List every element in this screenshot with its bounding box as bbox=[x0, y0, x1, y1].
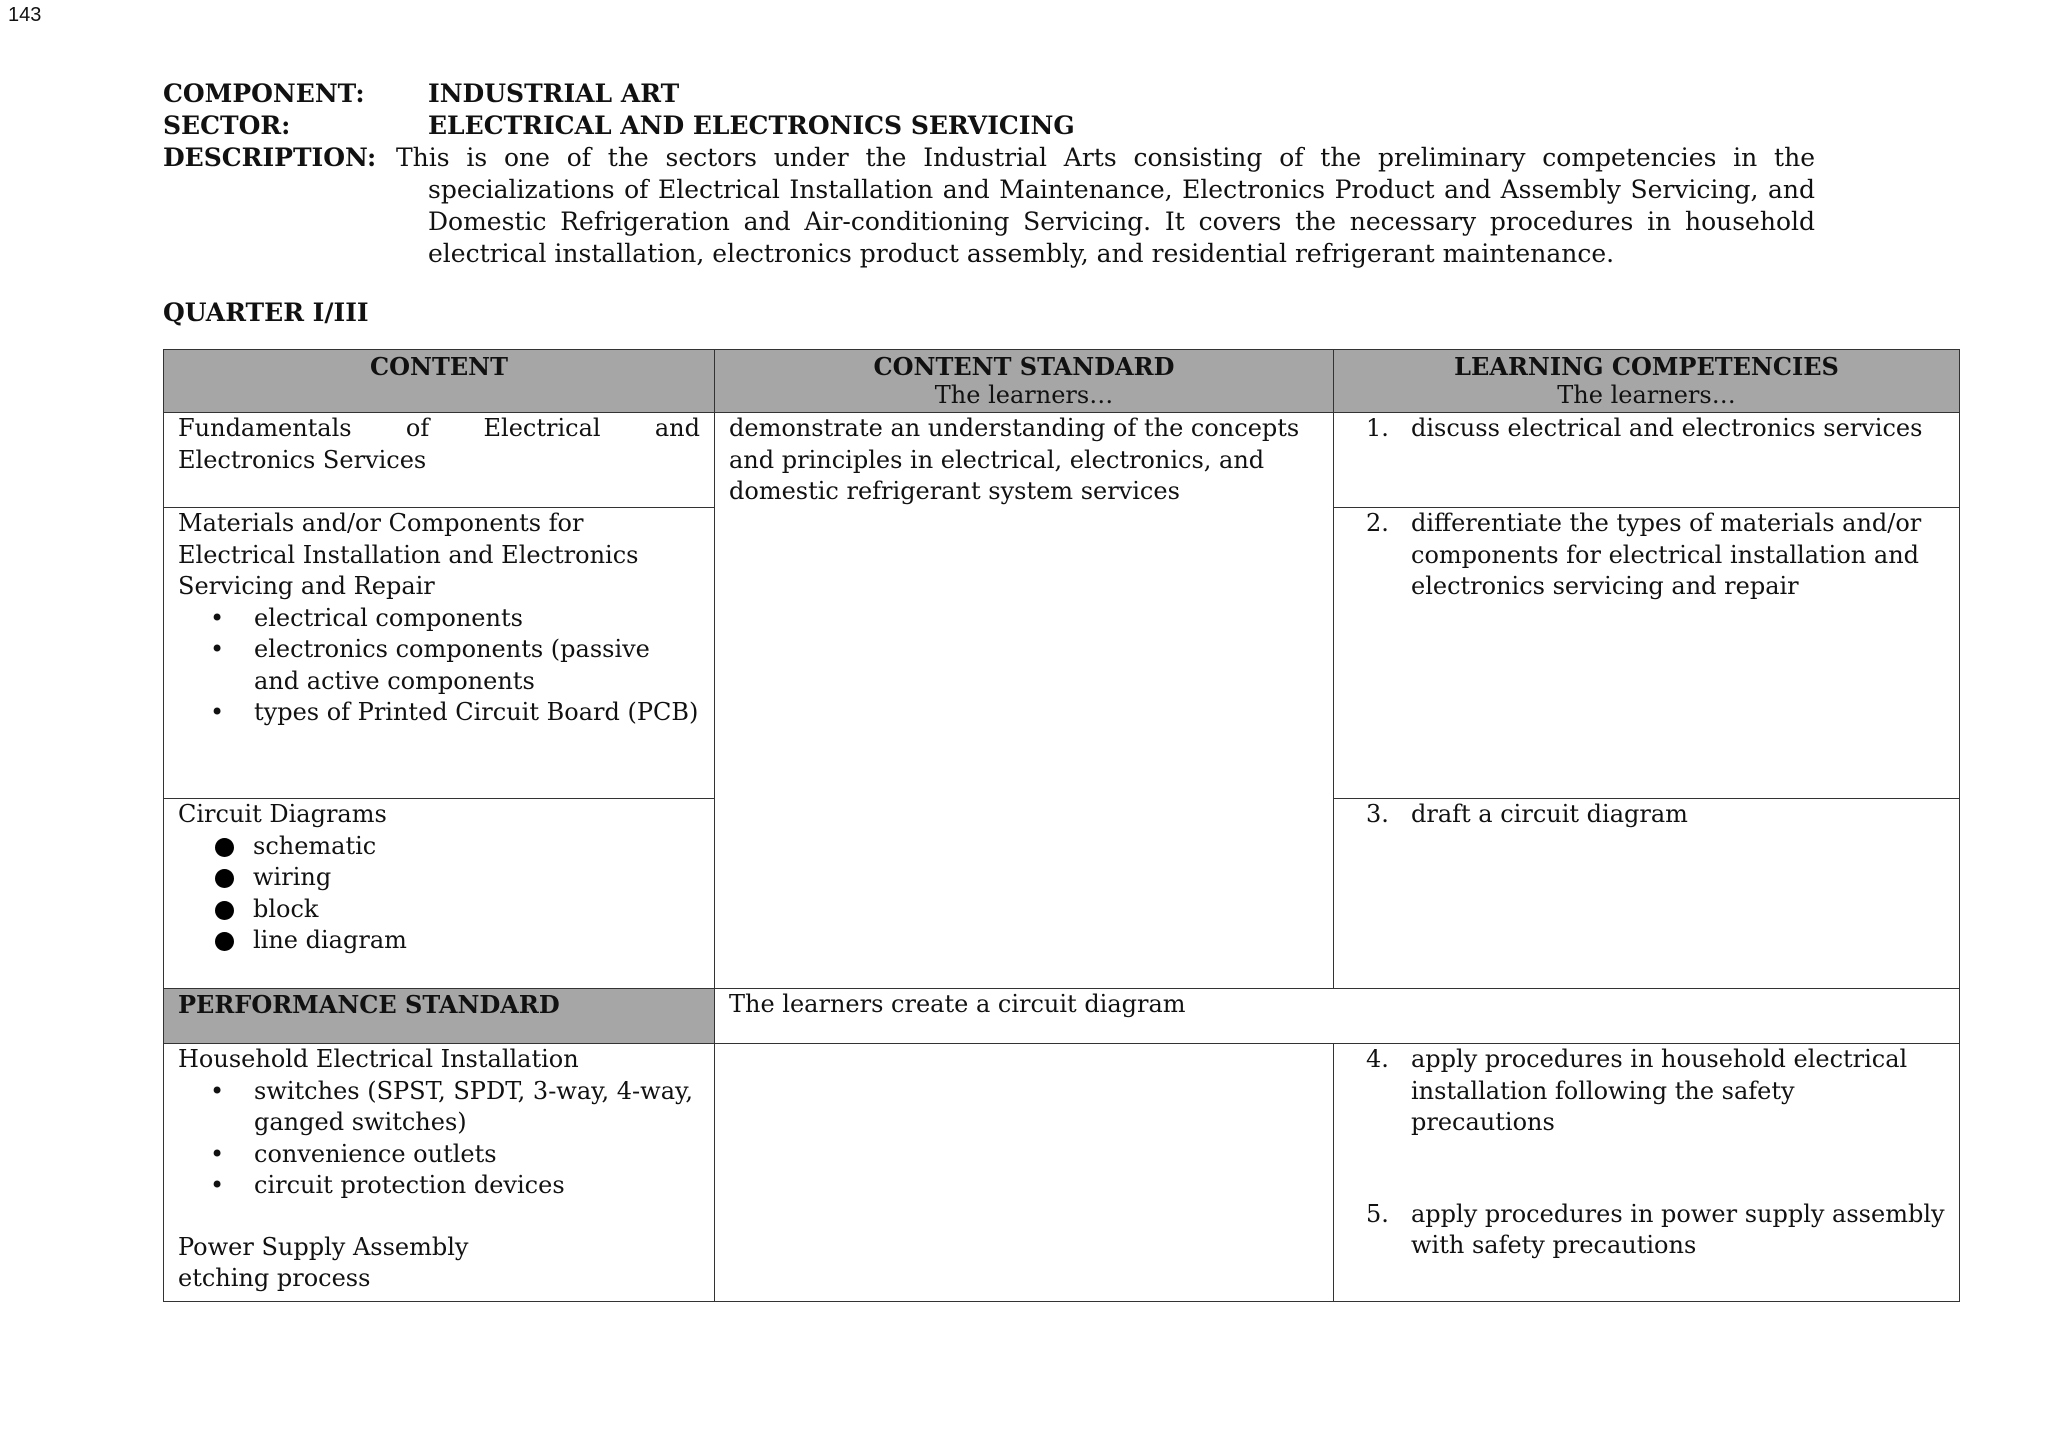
competency-number: 5. bbox=[1366, 1199, 1389, 1228]
competency-text: draft a circuit diagram bbox=[1411, 800, 1688, 828]
content-cell bbox=[164, 413, 715, 508]
list-item: • convenience outlets bbox=[254, 1139, 700, 1171]
table-row bbox=[164, 1044, 1960, 1302]
content-header bbox=[164, 350, 715, 413]
list-item: line diagram bbox=[253, 925, 700, 957]
content-title: Fundamentals of Electrical and Electronics Services bbox=[178, 414, 700, 474]
competency-number: 1. bbox=[1366, 414, 1389, 442]
content-standard-header bbox=[715, 350, 1334, 413]
content-cell bbox=[164, 799, 715, 989]
list-item: block bbox=[253, 894, 700, 926]
content-standard-text: demonstrate an understanding of the concepts and principles in electrical, electronics, and domestic refrigerant system services bbox=[729, 414, 1300, 505]
list-item: • types of Printed Circuit Board (PCB) bbox=[254, 697, 700, 729]
content-title: Household Electrical Installation bbox=[178, 1045, 579, 1073]
competency-item bbox=[1366, 508, 1945, 603]
description-label: DESCRIPTION: bbox=[163, 143, 377, 172]
content-subtitle: etching process bbox=[178, 1264, 371, 1292]
performance-standard-row bbox=[164, 989, 1960, 1044]
list-item: • electronics components (passive and active components bbox=[254, 634, 700, 697]
document-header bbox=[163, 78, 1815, 270]
performance-standard-text: The learners create a circuit diagram bbox=[715, 989, 1960, 1044]
sector-label: SECTOR: bbox=[163, 111, 291, 140]
content-standard-header-sub: The learners… bbox=[934, 381, 1114, 409]
list-item: • switches (SPST, SPDT, 3-way, 4-way, ganged switches) bbox=[254, 1076, 700, 1139]
competency-item bbox=[1366, 799, 1945, 831]
competency-number: 3. bbox=[1366, 800, 1389, 828]
spacer bbox=[178, 1202, 700, 1232]
learning-competencies-header-sub: The learners… bbox=[1557, 381, 1736, 409]
competency-text: differentiate the types of materials and/or components for electrical installation and electronics servicing and repair bbox=[1411, 509, 1922, 600]
table-row bbox=[164, 413, 1960, 508]
competency-cell bbox=[1334, 413, 1960, 508]
table-header-row bbox=[164, 350, 1960, 413]
competency-number: 2. bbox=[1366, 509, 1389, 537]
sector-row bbox=[163, 110, 1815, 142]
competency-item bbox=[1366, 1044, 1945, 1139]
list-item: • electrical components bbox=[254, 603, 700, 635]
content-standard-cell bbox=[715, 1044, 1334, 1302]
competency-text: apply procedures in power supply assembly with safety precautions bbox=[1411, 1199, 1945, 1259]
competency-item bbox=[1366, 413, 1945, 445]
content-standard-header-title: CONTENT STANDARD bbox=[873, 352, 1175, 381]
spacer bbox=[1348, 1139, 1945, 1199]
quarter-heading: QUARTER I/III bbox=[163, 298, 369, 327]
content-bullet-list bbox=[178, 1076, 700, 1202]
page-number: 143 bbox=[8, 4, 42, 26]
description-row bbox=[163, 142, 1815, 270]
competency-cell bbox=[1334, 508, 1960, 799]
content-cell bbox=[164, 508, 715, 799]
content-cell bbox=[164, 1044, 715, 1302]
component-label: COMPONENT: bbox=[163, 79, 365, 108]
content-title: Power Supply Assembly bbox=[178, 1232, 469, 1261]
description-text: This is one of the sectors under the Industrial Arts consisting of the preliminary competencies in the specializations of Electrical Installation and Maintenance, Electronics Product and Assembly Servicing, and Domestic Refrigeration and Air-conditioning Servicing. It covers the necessary procedures in household electrical installation, electronics product assembly, and residential refrigerant maintenance. bbox=[396, 143, 1815, 268]
list-item: • circuit protection devices bbox=[254, 1170, 700, 1202]
component-value: INDUSTRIAL ART bbox=[428, 79, 680, 108]
competency-cell bbox=[1334, 1044, 1960, 1302]
performance-standard-label: PERFORMANCE STANDARD bbox=[164, 989, 715, 1044]
content-header-title: CONTENT bbox=[370, 352, 508, 381]
competency-cell bbox=[1334, 799, 1960, 989]
component-row bbox=[163, 78, 1815, 110]
content-title: Circuit Diagrams bbox=[178, 800, 387, 828]
competency-number: 4. bbox=[1366, 1045, 1389, 1073]
sector-value: ELECTRICAL AND ELECTRONICS SERVICING bbox=[428, 111, 1075, 140]
competency-item bbox=[1366, 1199, 1945, 1262]
content-bullet-list bbox=[178, 603, 700, 729]
learning-competencies-header bbox=[1334, 350, 1960, 413]
content-standard-cell bbox=[715, 413, 1334, 989]
learning-competencies-header-title: LEARNING COMPETENCIES bbox=[1454, 352, 1839, 381]
competency-text: discuss electrical and electronics services bbox=[1411, 414, 1923, 442]
list-item: schematic bbox=[253, 831, 700, 863]
content-bullet-list bbox=[178, 831, 700, 957]
content-title: Materials and/or Components for Electrical Installation and Electronics Servicing and Repair bbox=[178, 509, 639, 600]
curriculum-table bbox=[163, 349, 1960, 1302]
competency-text: apply procedures in household electrical installation following the safety precautions bbox=[1411, 1045, 1908, 1136]
list-item: wiring bbox=[253, 862, 700, 894]
